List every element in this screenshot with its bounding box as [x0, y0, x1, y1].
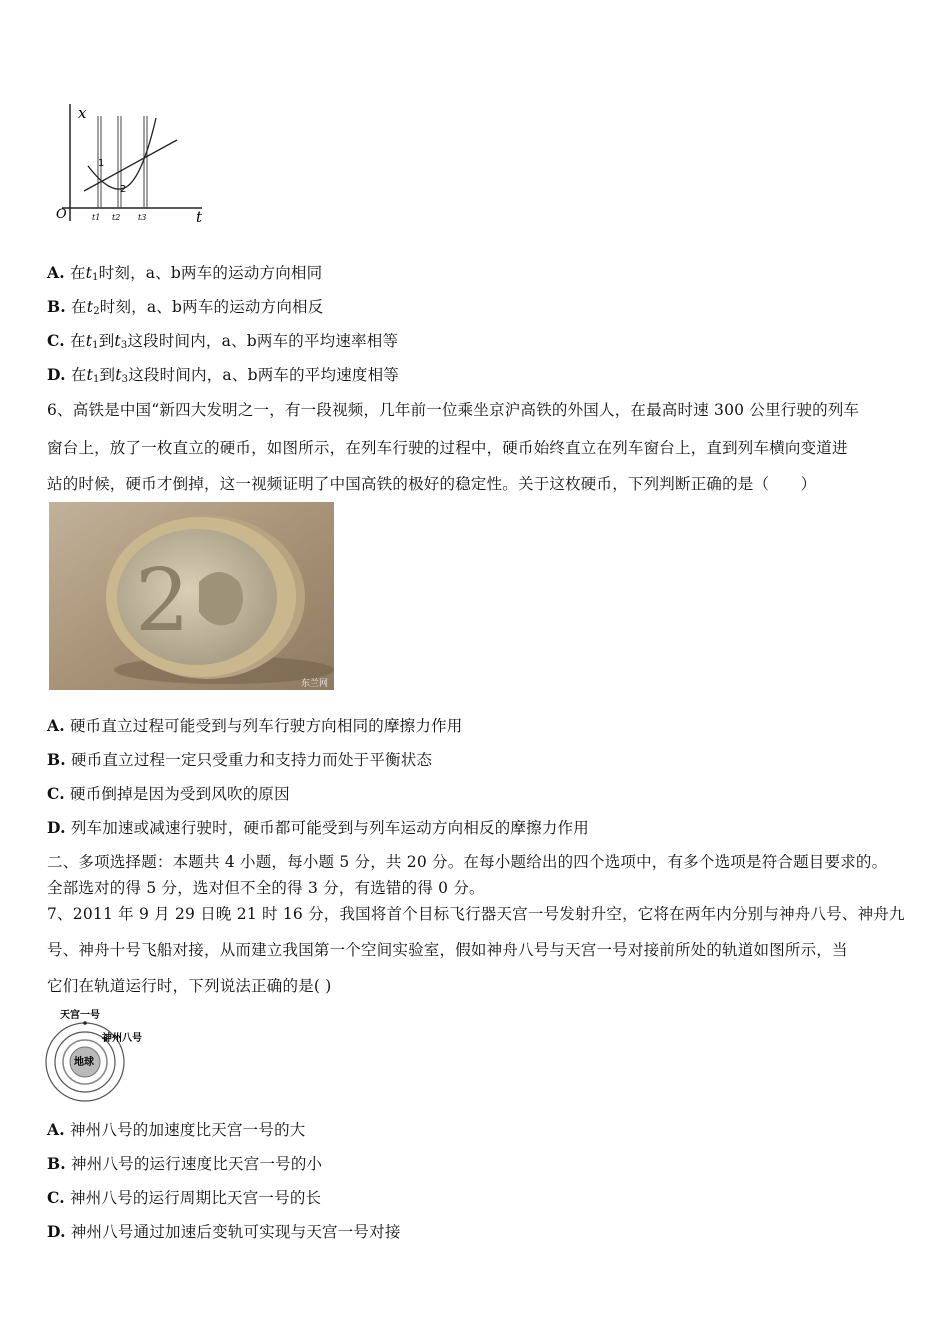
option-letter: A.: [47, 1120, 65, 1139]
earth-label: 地球: [74, 1057, 94, 1068]
xt-graph: [52, 96, 212, 228]
subscript: 3: [120, 340, 128, 351]
curve-2-label: 2: [120, 184, 127, 195]
option-letter: C.: [47, 1188, 65, 1207]
option-letter: C.: [47, 331, 65, 350]
section2-heading-line-2: 全部选对的得 5 分，选对但不全的得 3 分，有选错的得 0 分。: [47, 879, 485, 897]
option-letter: D.: [47, 365, 66, 384]
var-t: t: [85, 264, 93, 282]
option-text: 在: [70, 332, 86, 350]
q7-option-c: [47, 1186, 321, 1208]
q6-option-b: [47, 748, 432, 770]
option-text: 硬币直立过程一定只受重力和支持力而处于平衡状态: [71, 751, 433, 769]
q5-option-b: [47, 295, 323, 317]
option-text: 神州八号通过加速后变轨可实现与天宫一号对接: [70, 1223, 401, 1241]
var-t: t: [85, 332, 93, 350]
q7-option-b: [47, 1152, 322, 1174]
q7-option-d: [47, 1220, 401, 1242]
option-letter: B.: [47, 297, 66, 316]
option-text: 神州八号的加速度比天宫一号的大: [69, 1121, 306, 1139]
option-text: 列车加速或减速行驶时，硬币都可能受到与列车运动方向相反的摩擦力作用: [70, 819, 589, 837]
option-text: 这段时间内，a、b两车的平均速率相等: [127, 332, 399, 350]
var-t: t: [86, 298, 94, 316]
q6-option-c: [47, 782, 290, 804]
var-t: t: [114, 332, 121, 350]
subscript: 1: [92, 340, 99, 351]
q5-option-c: [47, 329, 398, 351]
option-text: 这段时间内，a、b两车的平均速度相等: [128, 366, 399, 384]
option-letter: D.: [47, 818, 66, 837]
q7-stem-line-3: 它们在轨道运行时，下列说法正确的是( ): [47, 977, 332, 995]
option-text: 时刻，a、b两车的运动方向相同: [98, 264, 323, 282]
q7-option-a: [47, 1118, 305, 1140]
option-letter: A.: [47, 263, 65, 282]
option-text: 在: [69, 264, 86, 282]
option-text: 到: [99, 366, 116, 384]
tick-t3: t3: [138, 213, 147, 222]
origin-label: O: [56, 207, 67, 222]
q5-option-d: [47, 363, 399, 385]
subscript: 3: [121, 374, 129, 385]
q6-stem-line-1: 6、高铁是中国“新四大发明之一，有一段视频，几年前一位乘坐京沪高铁的外国人，在最高时速 300 公里行驶的列车: [47, 401, 860, 419]
option-text: 神州八号的运行速度比天宫一号的小: [71, 1155, 323, 1173]
q6-stem-line-3: 站的时候，硬币才倒掉，这一视频证明了中国高铁的极好的稳定性。关于这枚硬币，下列判断正确的是（ ）: [47, 475, 817, 493]
subscript: 1: [92, 374, 100, 385]
option-letter: D.: [47, 1222, 66, 1241]
orbit-diagram: [40, 1006, 160, 1106]
option-text: 神州八号的运行周期比天宫一号的长: [70, 1189, 322, 1207]
shenzhou-label: 神州八号: [102, 1033, 142, 1044]
coin-numeral: 2: [135, 551, 190, 651]
subscript: 1: [92, 272, 99, 283]
var-t: t: [86, 366, 93, 384]
coin-map: [199, 572, 243, 625]
t-axis-label: t: [196, 208, 203, 226]
tiangong-marker: [83, 1021, 87, 1025]
section2-heading-line-1: 二、多项选择题：本题共 4 小题，每小题 5 分，共 20 分。在每小题给出的四个选项中，有多个选项是符合题目要求的。: [47, 853, 888, 871]
q7-stem-line-1: 7、2011 年 9 月 29 日晚 21 时 16 分，我国将首个目标飞行器天宫一号发射升空，它将在两年内分别与神舟八号、神舟九: [47, 905, 905, 923]
image-watermark: 东兰网: [301, 679, 329, 689]
option-letter: A.: [47, 716, 65, 735]
option-text: 硬币直立过程可能受到与列车行驶方向相同的摩擦力作用: [69, 717, 463, 735]
x-axis-label: x: [78, 104, 87, 122]
var-t: t: [115, 366, 122, 384]
q5-option-a: [47, 261, 322, 283]
option-letter: C.: [47, 784, 65, 803]
coin-photo: [49, 502, 334, 690]
option-text: 在: [71, 298, 87, 316]
tick-t2: t2: [112, 213, 121, 222]
subscript: 2: [93, 306, 100, 317]
tick-t1: t1: [92, 213, 101, 222]
q7-stem-line-2: 号、神舟十号飞船对接，从而建立我国第一个空间实验室，假如神舟八号与天宫一号对接前所处的轨道如图所示，当: [47, 941, 848, 959]
option-text: 硬币倒掉是因为受到风吹的原因: [70, 785, 290, 803]
option-text: 时刻，a、b两车的运动方向相反: [99, 298, 324, 316]
curve-1-label: 1: [98, 158, 105, 169]
q6-option-a: [47, 714, 462, 736]
q6-stem-line-2: 窗台上，放了一枚直立的硬币，如图所示，在列车行驶的过程中，硬币始终直立在列车窗台上，直到列车横向变道进: [47, 439, 848, 457]
q6-option-d: [47, 816, 589, 838]
tiangong-label: 天宫一号: [60, 1010, 100, 1021]
option-text: 在: [70, 366, 87, 384]
option-letter: B.: [47, 1154, 66, 1173]
option-letter: B.: [47, 750, 66, 769]
option-text: 到: [98, 332, 115, 350]
